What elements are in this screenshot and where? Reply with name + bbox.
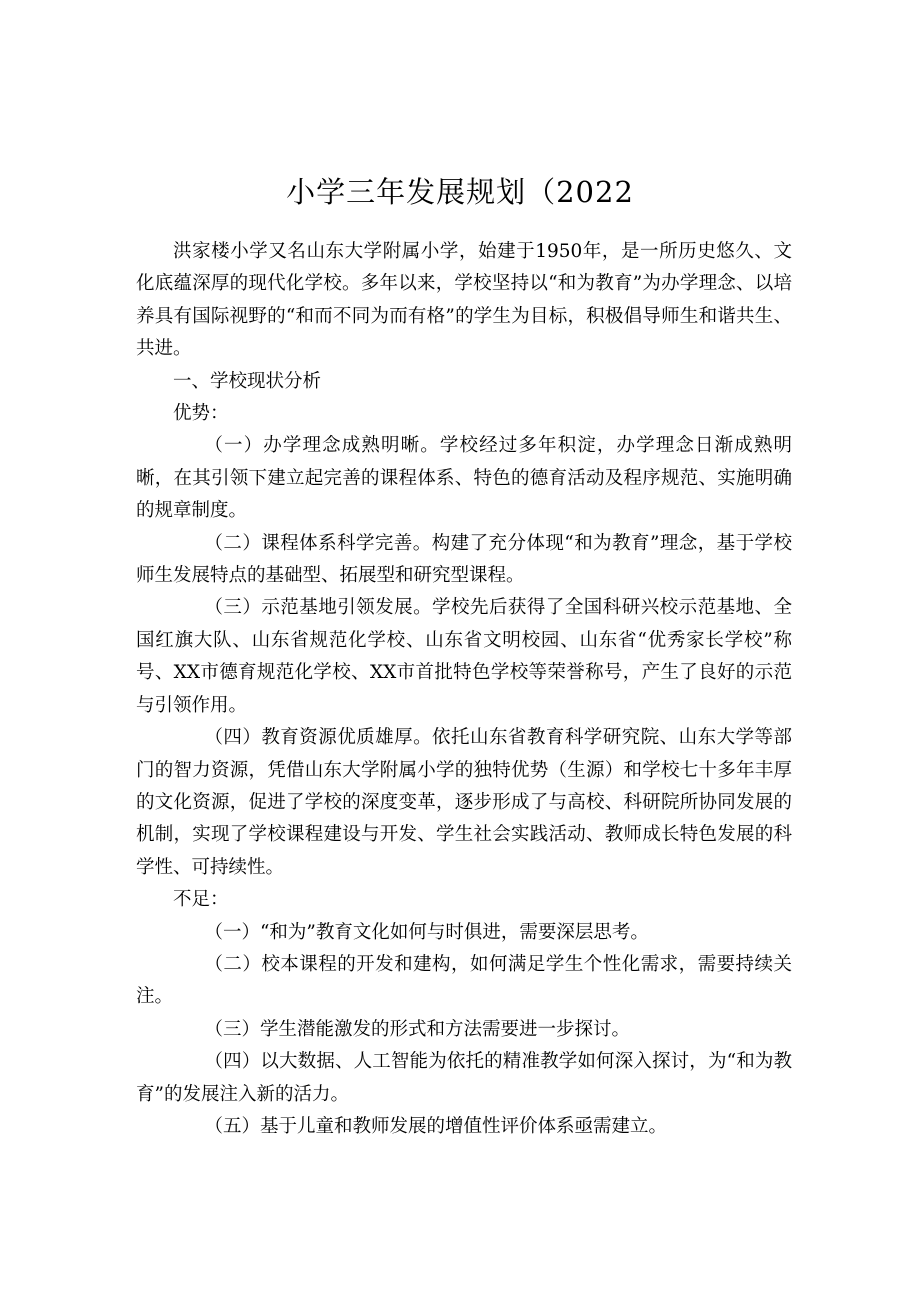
weakness-item: （四）以大数据、人工智能为依托的精准教学如何深入探讨，为“和为教育”的发展注入新的活力。 — [136, 1051, 792, 1105]
weakness-item: （二）校本课程的开发和建构，如何满足学生个性化需求，需要持续关注。 — [136, 953, 792, 1008]
document-title: 小学三年发展规划（2022 — [286, 175, 634, 209]
strength-item: （四）教育资源优质雄厚。依托山东省教育科学研究院、山东大学等部门的智力资源，凭借山东大学附属小学的独特优势（生源）和学校七十多年丰厚的文化资源，促进了学校的深度变革，逐步形成了与高校、科研院所协同发展的机制，实现了学校课程建设与开发、学生社会实践活动、教师成长特色发展的科学性、可持续性。 — [136, 727, 792, 878]
strength-item: （二）课程体系科学完善。构建了充分体现“和为教育”理念，基于学校师生发展特点的基础型、拓展型和研究型课程。 — [136, 532, 792, 587]
strengths-label: 优势： — [173, 403, 229, 425]
weakness-item: （三）学生潜能激发的形式和方法需要进一步探讨。 — [204, 1018, 630, 1040]
document-body — [136, 236, 792, 1143]
weakness-item: （五）基于儿童和教师发展的增值性评价体系亟需建立。 — [204, 1115, 667, 1137]
section-heading: 一、学校现状分析 — [173, 370, 322, 392]
strength-item: （一）办学理念成熟明晰。学校经过多年积淀，办学理念日渐成熟明晰，在其引领下建立起完善的课程体系、特色的德育活动及程序规范、实施明确的规章制度。 — [136, 435, 792, 522]
strength-item: （三）示范基地引领发展。学校先后获得了全国科研兴校示范基地、全国红旗大队、山东省规范化学校、山东省文明校园、山东省“优秀家长学校”称号、XX市德育规范化学校、XX市首批特色学校等荣誉称号，产生了良好的示范与引领作用。 — [136, 597, 792, 716]
intro-paragraph: 洪家楼小学又名山东大学附属小学，始建于1950年，是一所历史悠久、文化底蕴深厚的现代化学校。多年以来，学校坚持以“和为教育”为办学理念、以培养具有国际视野的“和而不同为而有格”的学生为目标，积极倡导师生和谐共生、共进。 — [136, 241, 792, 360]
weaknesses-label: 不足： — [173, 889, 229, 911]
weakness-item: （一）“和为”教育文化如何与时俱进，需要深层思考。 — [204, 921, 649, 943]
